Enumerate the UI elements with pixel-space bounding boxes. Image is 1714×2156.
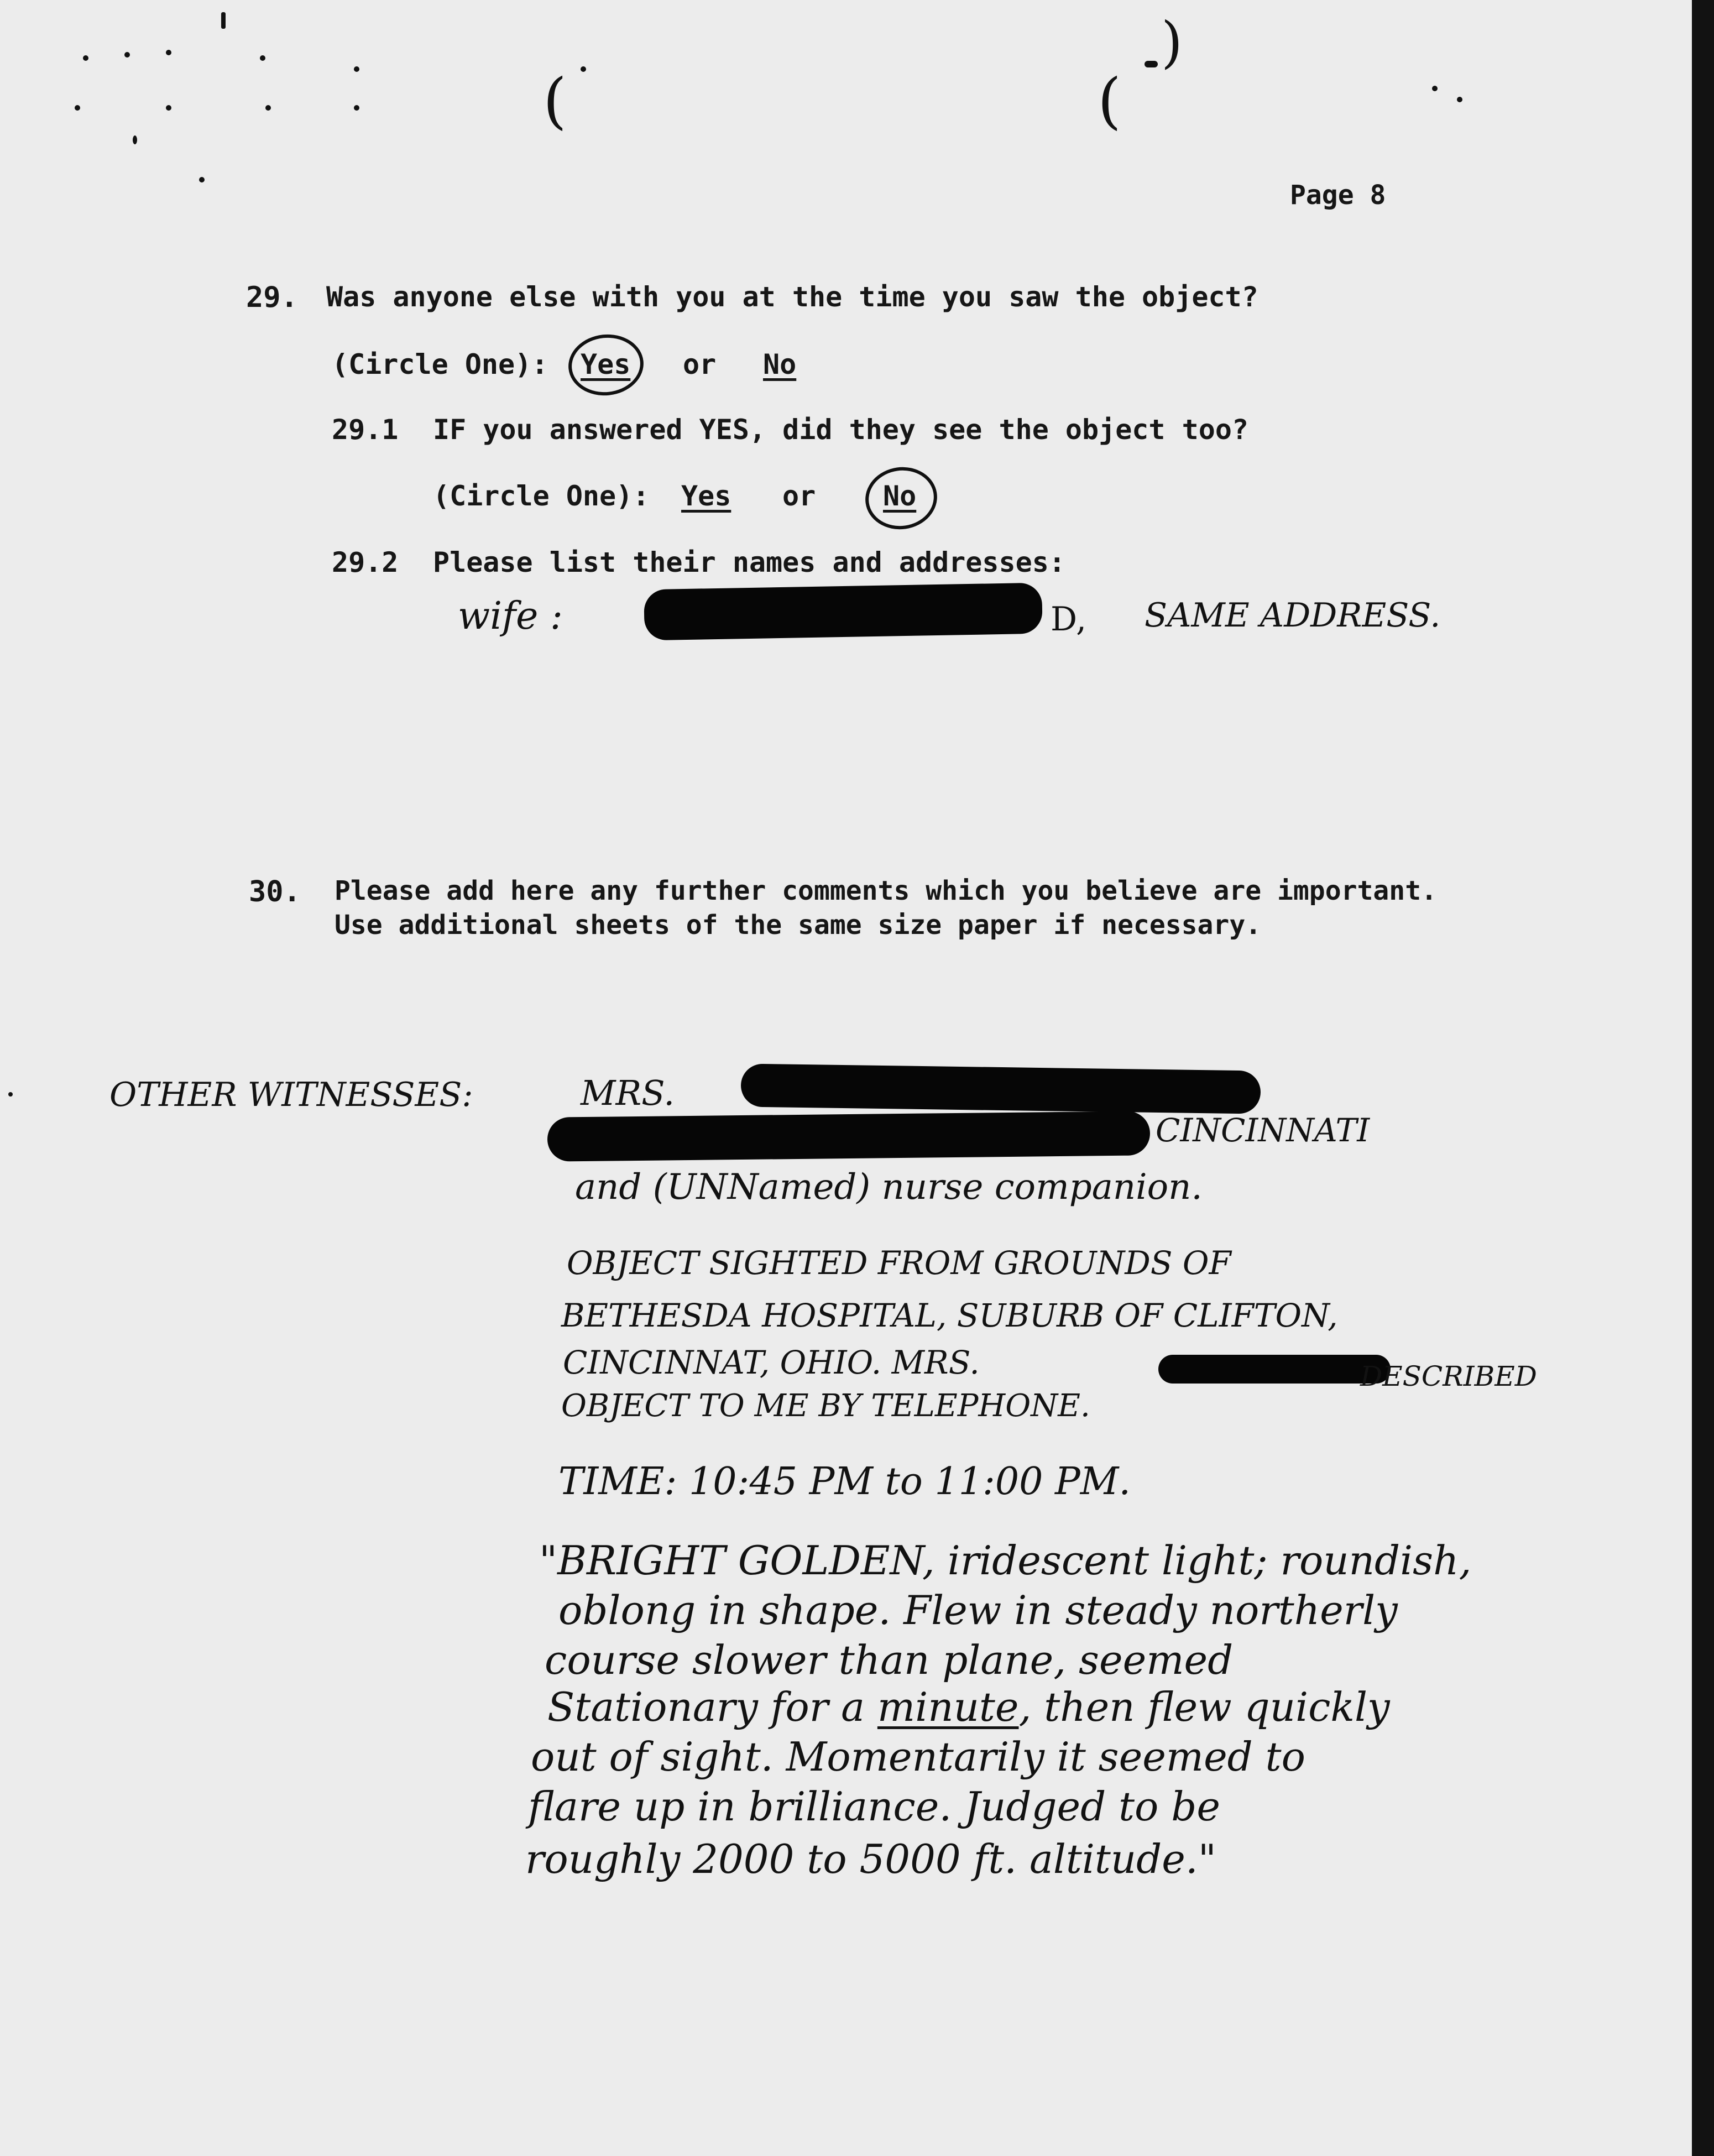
scan-speck xyxy=(75,105,80,111)
quote-line-4-start: Stationary for a xyxy=(547,1684,865,1730)
q29-1-no-circle xyxy=(861,462,941,534)
q29-2-number: 29.2 xyxy=(332,546,399,578)
q29-or: or xyxy=(683,348,717,380)
quote-line-2: oblong in shape. Flew in steady northerly xyxy=(558,1587,1398,1633)
q30-line1: Please add here any further comments which you believe are important. xyxy=(335,875,1437,906)
q29-yes-circle xyxy=(566,331,647,399)
scan-speck xyxy=(83,55,88,61)
page-number: Page 8 xyxy=(1290,180,1386,211)
scan-speck xyxy=(166,50,171,55)
q30-line2: Use additional sheets of the same size paper if necessary. xyxy=(335,910,1262,941)
scan-bracket: ( xyxy=(543,65,567,136)
object-line-4: OBJECT TO ME BY TELEPHONE. xyxy=(561,1388,1090,1424)
scan-speck xyxy=(8,1092,13,1097)
cincinnati-fragment: CINCINNATI xyxy=(1156,1111,1370,1149)
scan-speck xyxy=(124,52,130,58)
redaction-bar xyxy=(644,583,1042,641)
quote-line-4-end: , then flew quickly xyxy=(1018,1684,1390,1730)
quote-line-5: out of sight. Momentarily it seemed to xyxy=(531,1734,1305,1780)
redaction-bar xyxy=(1158,1355,1391,1384)
object-line-3: CINCINNAT, OHIO. MRS. xyxy=(563,1344,980,1381)
scan-speck xyxy=(260,55,265,61)
q30-number: 30. xyxy=(249,875,301,909)
redaction-bar xyxy=(547,1111,1151,1161)
quote-line-7: roughly 2000 to 5000 ft. altitude." xyxy=(525,1836,1216,1882)
q29-2-answer-fragment: D, xyxy=(1051,600,1087,639)
q29-number: 29. xyxy=(246,281,298,314)
object-line-2: BETHESDA HOSPITAL, SUBURB OF CLIFTON, xyxy=(561,1297,1338,1334)
scan-bracket: ) xyxy=(1161,10,1183,75)
scan-speck xyxy=(354,105,359,111)
scan-speck xyxy=(199,177,205,182)
scan-speck xyxy=(1145,61,1158,67)
quote-line-4-underlined: minute xyxy=(877,1684,1019,1730)
q29-yes-option[interactable]: Yes xyxy=(581,348,631,380)
scan-speck xyxy=(1457,97,1462,102)
scan-border xyxy=(1692,0,1714,2156)
scan-speck xyxy=(265,105,271,111)
redaction-bar xyxy=(741,1063,1261,1114)
scan-speck xyxy=(133,135,137,144)
scan-speck xyxy=(221,12,226,29)
mrs-label: MRS. xyxy=(581,1073,675,1113)
quote-line-3: course slower than plane, seemed xyxy=(545,1637,1234,1683)
q29-1-question: IF you answered YES, did they see the object too? xyxy=(433,414,1249,446)
scan-speck xyxy=(1432,86,1438,91)
quote-line-4 xyxy=(547,1684,1390,1730)
q29-1-or: or xyxy=(782,480,816,512)
q29-1-yes-option[interactable]: Yes xyxy=(681,480,731,512)
other-witnesses-label: OTHER WITNESSES: xyxy=(109,1076,473,1114)
q29-2-answer-prefix: wife : xyxy=(458,594,563,638)
q29-1-no-option[interactable]: No xyxy=(883,480,917,512)
companion-line: and (UNNamed) nurse companion. xyxy=(575,1167,1203,1208)
q29-no-option[interactable]: No xyxy=(763,348,797,380)
q29-2-question: Please list their names and addresses: xyxy=(433,546,1065,578)
scan-speck xyxy=(166,105,171,111)
quote-line-1: "BRIGHT GOLDEN, iridescent light; roundish, xyxy=(539,1537,1472,1584)
q29-1-circle-label: (Circle One): xyxy=(433,480,650,512)
scan-speck xyxy=(581,66,586,72)
scan-bracket: ( xyxy=(1098,65,1121,136)
described-fragment: DESCRIBED xyxy=(1360,1360,1537,1392)
q29-question: Was anyone else with you at the time you saw the object? xyxy=(326,281,1258,313)
q29-1-number: 29.1 xyxy=(332,414,399,446)
q29-circle-label: (Circle One): xyxy=(332,348,548,380)
object-line-1: OBJECT SIGHTED FROM GROUNDS OF xyxy=(567,1244,1231,1282)
scan-speck xyxy=(354,66,359,72)
quote-line-6: flare up in brilliance. Judged to be xyxy=(528,1783,1220,1830)
q29-2-answer-suffix: SAME ADDRESS. xyxy=(1145,596,1441,635)
time-line: TIME: 10:45 PM to 11:00 PM. xyxy=(558,1460,1131,1504)
